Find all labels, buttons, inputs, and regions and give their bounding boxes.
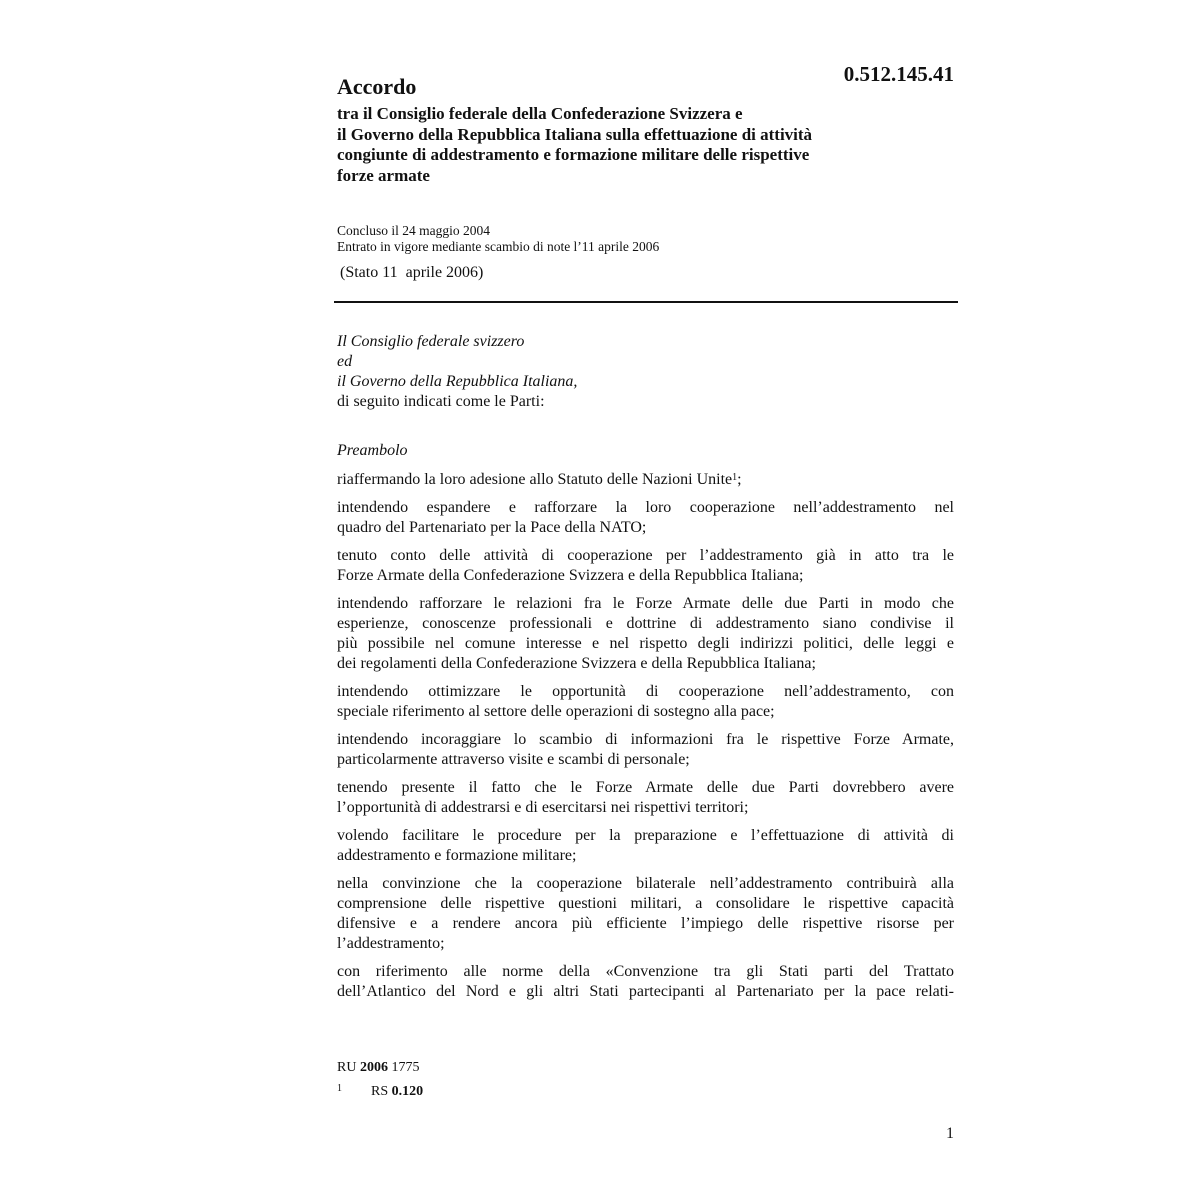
paragraph-line: tenuto conto delle attività di cooperazione per l’addestramento già in atto tra le — [337, 547, 954, 564]
ru-page: 1775 — [387, 1060, 420, 1075]
paragraph-line: difensive e a rendere ancora più efficiente l’impiego delle rispettive risorse per — [337, 915, 954, 932]
paragraph-line: volendo facilitare le procedure per la preparazione e l’effettuazione di attività di — [337, 827, 954, 844]
party-italy: il Governo della Repubblica Italiana, — [337, 373, 578, 390]
parties-block — [337, 332, 577, 412]
paragraph-text: riaffermando la loro adesione allo Statuto delle Nazioni Unite — [337, 471, 733, 488]
preamble-paragraph — [337, 730, 954, 770]
footnote-number: 1 — [337, 1083, 342, 1094]
preamble-paragraph — [337, 874, 954, 954]
title-line: congiunte di addestramento e formazione militare delle rispettive — [337, 145, 810, 164]
paragraph-line — [337, 468, 954, 490]
preamble-body — [337, 468, 954, 1010]
paragraph-line: comprensione delle rispettive questioni militari, a consolidare le rispettive capacità — [337, 895, 954, 912]
paragraph-line: addestramento e formazione militare; — [337, 847, 577, 864]
page-number: 1 — [946, 1125, 954, 1142]
preamble-paragraph — [337, 546, 954, 586]
paragraph-line: con riferimento alle norme della «Convenzione tra gli Stati parti del Trattato — [337, 963, 954, 980]
preamble-paragraph — [337, 468, 954, 490]
paragraph-line: esperienze, conoscenze professionali e dottrine di addestramento siano condivise il — [337, 615, 954, 632]
title-line: forze armate — [337, 165, 430, 185]
party-conjunction: ed — [337, 353, 353, 370]
document-dates — [337, 223, 659, 255]
paragraph-line: quadro del Partenariato per la Pace della NATO; — [337, 519, 647, 536]
paragraph-line: intendendo ottimizzare le opportunità di cooperazione nell’addestramento, con — [337, 683, 954, 700]
paragraph-line: speciale riferimento al settore delle operazioni di sostegno alla pace; — [337, 703, 775, 720]
paragraph-line: dei regolamenti della Confederazione Svizzera e della Repubblica Italiana; — [337, 655, 816, 672]
footnote — [337, 1080, 423, 1101]
title-line: il Governo della Repubblica Italiana sulla effettuazione di attività — [337, 124, 813, 144]
header-divider — [334, 301, 958, 303]
footnote-prefix: RS — [371, 1084, 392, 1099]
footnote-sr-ref[interactable]: 0.120 — [391, 1084, 424, 1099]
preamble-paragraph — [337, 826, 954, 866]
paragraph-line: l’addestramento; — [337, 935, 445, 952]
status-date: (Stato 11 aprile 2006) — [340, 264, 484, 281]
paragraph-line: più possibile nel comune interesse e nel rispetto degli indirizzi politici, delle leggi e — [337, 635, 954, 652]
in-force-date: Entrato in vigore mediante scambio di note l’11 aprile 2006 — [337, 239, 660, 254]
paragraph-line: particolarmente attraverso visite e scambi di personale; — [337, 751, 690, 768]
preamble-heading: Preambolo — [337, 442, 408, 459]
official-collection-reference — [337, 1059, 419, 1077]
title-line: tra il Consiglio federale della Confederazione Svizzera e — [337, 104, 743, 123]
document-title — [337, 104, 957, 186]
paragraph-line: nella convinzione che la cooperazione bilaterale nell’addestramento contribuirà alla — [337, 875, 954, 892]
paragraph-line: Forze Armate della Confederazione Svizzera e della Repubblica Italiana; — [337, 567, 804, 584]
paragraph-line: tenendo presente il fatto che le Forze Armate delle due Parti dovrebbero avere — [337, 779, 954, 796]
paragraph-line: intendendo incoraggiare lo scambio di informazioni fra le rispettive Forze Armate, — [337, 731, 954, 748]
footnote-reference[interactable]: 1 — [732, 472, 738, 483]
sr-number: 0.512.145.41 — [843, 62, 954, 86]
paragraph-punctuation: ; — [737, 471, 742, 488]
party-swiss: Il Consiglio federale svizzero — [337, 333, 525, 350]
preamble-paragraph — [337, 594, 954, 674]
parties-designation: di seguito indicati come le Parti: — [337, 393, 545, 410]
document-type: Accordo — [337, 74, 417, 99]
paragraph-line: dell’Atlantico del Nord e gli altri Stati partecipanti al Partenariato per la pace relati- — [337, 983, 954, 1000]
ru-prefix: RU — [337, 1060, 360, 1075]
paragraph-line: l’opportunità di addestrarsi e di esercitarsi nei rispettivi territori; — [337, 799, 749, 816]
ru-year: 2006 — [359, 1060, 388, 1075]
preamble-paragraph — [337, 498, 954, 538]
paragraph-line: intendendo espandere e rafforzare la loro cooperazione nell’addestramento nel — [337, 499, 954, 516]
preamble-paragraph — [337, 778, 954, 818]
concluded-date: Concluso il 24 maggio 2004 — [337, 223, 490, 238]
preamble-paragraph — [337, 962, 954, 1002]
preamble-paragraph — [337, 682, 954, 722]
paragraph-line: intendendo rafforzare le relazioni fra le Forze Armate delle due Parti in modo che — [337, 595, 954, 612]
